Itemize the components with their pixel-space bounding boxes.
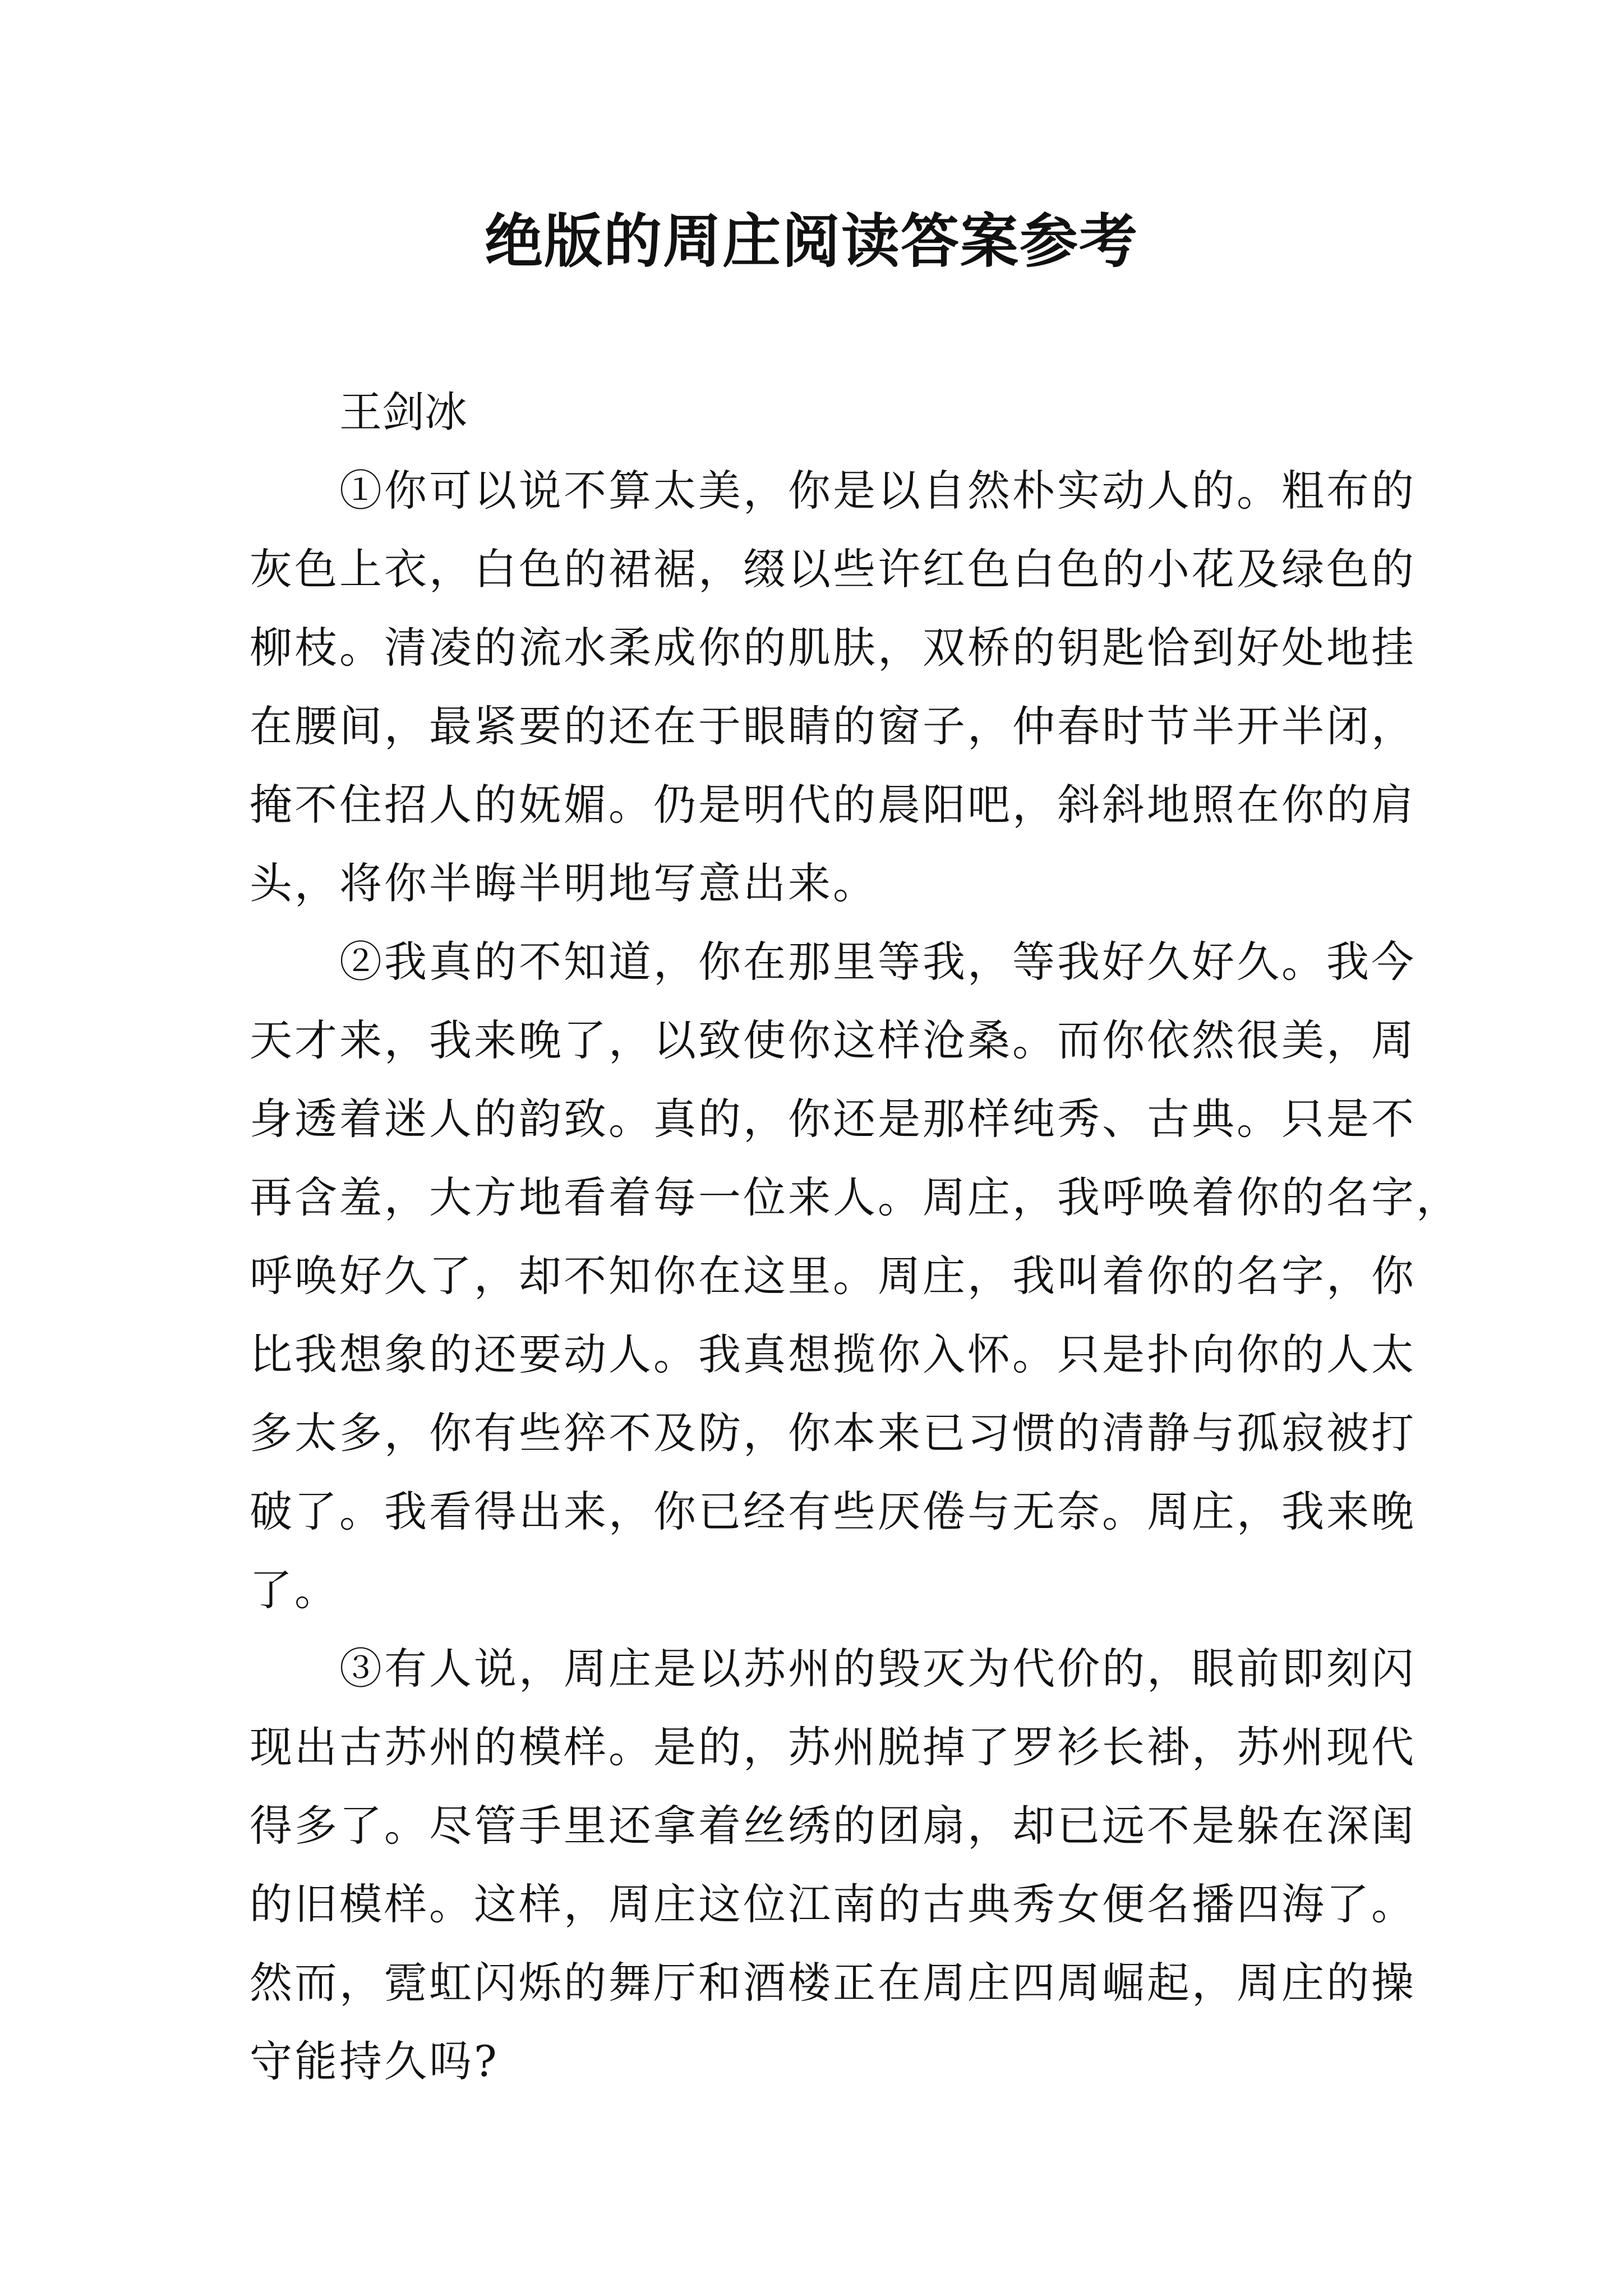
paragraph-line: 身透着迷人的韵致。真的，你还是那样纯秀、古典。只是不 xyxy=(250,1094,1416,1144)
paragraph-1 xyxy=(250,452,1416,923)
paragraph-line: 在腰间，最紧要的还在于眼睛的窗子，仲春时节半开半闭， xyxy=(250,701,1416,751)
document-body xyxy=(250,373,1461,2101)
paragraph-line: 比我想象的还要动人。我真想揽你入怀。只是扑向你的人太 xyxy=(250,1329,1416,1379)
document-title: 绝版的周庄阅读答案参考 xyxy=(484,206,1138,275)
paragraph-line: 柳枝。清凌的流水柔成你的肌肤，双桥的钥匙恰到好处地挂 xyxy=(250,623,1416,673)
paragraph-line: 然而，霓虹闪烁的舞厅和酒楼正在周庄四周崛起，周庄的操 xyxy=(250,1958,1416,2008)
paragraph-line: 多太多，你有些猝不及防，你本来已习惯的清静与孤寂被打 xyxy=(250,1408,1416,1458)
paragraph-line: 再含羞，大方地看着每一位来人。周庄，我呼唤着你的名字， xyxy=(250,1172,1461,1222)
paragraph-3 xyxy=(250,1630,1416,2101)
paragraph-line: 的旧模样。这样，周庄这位江南的古典秀女便名播四海了。 xyxy=(250,1879,1416,1929)
paragraph-line: 得多了。尽管手里还拿着丝绣的团扇，却已远不是躲在深闺 xyxy=(250,1801,1416,1851)
paragraph-line: 了。 xyxy=(250,1565,339,1615)
paragraph-line: 灰色上衣，白色的裙裾，缀以些许红色白色的小花及绿色的 xyxy=(250,544,1416,594)
paragraph-line: 现出古苏州的模样。是的，苏州脱掉了罗衫长褂，苏州现代 xyxy=(250,1722,1416,1772)
paragraph-line: ①你可以说不算太美，你是以自然朴实动人的。粗布的 xyxy=(339,466,1416,516)
paragraph-line: 掩不住招人的妩媚。仍是明代的晨阳吧，斜斜地照在你的肩 xyxy=(250,780,1416,830)
paragraph-line: 破了。我看得出来，你已经有些厌倦与无奈。周庄，我来晚 xyxy=(250,1487,1416,1536)
paragraph-line: 呼唤好久了，却不知你在这里。周庄，我叫着你的名字，你 xyxy=(250,1251,1416,1301)
paragraph-line: ③有人说，周庄是以苏州的毁灭为代价的，眼前即刻闪 xyxy=(339,1644,1416,1694)
paragraph-line: 头，将你半晦半明地写意出来。 xyxy=(250,858,878,908)
paragraph-line: 守能持久吗? xyxy=(250,2036,499,2086)
author-name: 王剑冰 xyxy=(339,387,467,437)
paragraph-line: ②我真的不知道，你在那里等我，等我好久好久。我今 xyxy=(339,937,1416,987)
paragraph-2 xyxy=(250,923,1461,1630)
paragraph-line: 天才来，我来晚了，以致使你这样沧桑。而你依然很美，周 xyxy=(250,1015,1416,1065)
